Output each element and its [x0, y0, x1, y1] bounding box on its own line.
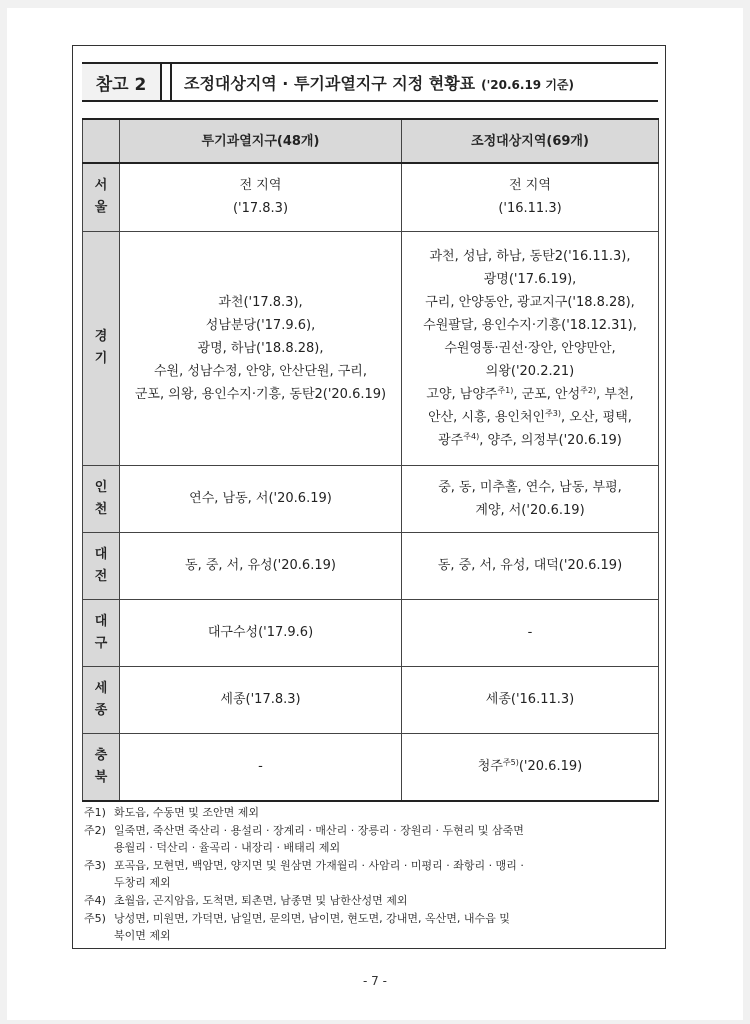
table-row: [83, 666, 659, 733]
title-text: 조정대상지역 · 투기과열지구 지정 현황표: [184, 73, 476, 93]
footnote-ref: 주5): [502, 758, 519, 768]
footnote-ref: 주2): [580, 385, 597, 395]
region-cell: 경 기: [83, 231, 120, 465]
speculation-cell: 동, 중, 서, 유성('20.6.19): [120, 532, 402, 599]
header-blank: [83, 119, 120, 163]
footnote-ref: 주1): [497, 385, 514, 395]
region-cell: 충 북: [83, 733, 120, 801]
table-row: [83, 231, 659, 465]
header-speculation: 투기과열지구(48개): [120, 119, 402, 163]
footnote: 주3) 포곡읍, 모현면, 백암면, 양지면 및 원삼면 가재월리 · 사암리 · 미평리 · 좌항리 · 맹리 · 두창리 제외: [84, 858, 524, 890]
table-row: [83, 163, 659, 231]
region-cell: 대 전: [83, 532, 120, 599]
region-cell: 서 울: [83, 163, 120, 231]
table-row: [83, 532, 659, 599]
speculation-cell: 대구수성('17.9.6): [120, 599, 402, 666]
footnote: 주1) 화도읍, 수동면 및 조안면 제외: [84, 806, 259, 819]
footnote-ref: 주4): [463, 431, 480, 441]
adjustment-cell: 세종('16.11.3): [402, 666, 659, 733]
page-title: [172, 71, 658, 94]
title-divider: [162, 64, 172, 100]
title-basis-date: ('20.6.19 기준): [481, 77, 574, 92]
adjustment-cell: 과천, 성남, 하남, 동탄2('16.11.3), 광명('17.6.19), 구리, 안양동안, 광교지구('18.8.28), 수원팔달, 용인수지·기흥('18.12.31), 수원영통·권선·장안, 안양만안, 의왕('20.2.21) 고양, 남양주$^{주1)}$, 군포, 안성$^{주2)}$, 부천, 안산, 시흥, 용인처인$^{주3)}$, 오산, 평택, 광주$^{주4)}$, 양주, 의정부('20.6.19): [402, 231, 659, 465]
region-cell: 세 종: [83, 666, 120, 733]
speculation-cell: 전 지역 ('17.8.3): [120, 163, 402, 231]
adjustment-cell: 동, 중, 서, 유성, 대덕('20.6.19): [402, 532, 659, 599]
speculation-cell: 세종('17.8.3): [120, 666, 402, 733]
footnote: 주5) 낭성면, 미원면, 가덕면, 남일면, 문의면, 남이면, 현도면, 강내면, 옥산면, 내수읍 및 북이면 제외: [84, 911, 510, 943]
region-cell: 대 구: [83, 599, 120, 666]
adjustment-cell: 중, 동, 미추홀, 연수, 남동, 부평, 계양, 서('20.6.19): [402, 465, 659, 532]
table-row: [83, 599, 659, 666]
designation-table: [82, 118, 659, 802]
table-row: [83, 733, 659, 801]
table-header-row: [83, 119, 659, 163]
adjustment-cell: 청주$^{주5)}$('20.6.19): [402, 733, 659, 801]
reference-tag: 참고 2: [82, 64, 162, 100]
footnotes: [84, 804, 654, 945]
footnote-ref: 주3): [545, 408, 562, 418]
page-number: - 7 -: [363, 974, 387, 988]
speculation-cell: -: [120, 733, 402, 801]
speculation-cell: 과천('17.8.3), 성남분당('17.9.6), 광명, 하남('18.8.28), 수원, 성남수정, 안양, 안산단원, 구리, 군포, 의왕, 용인수지·기흥, 동탄2('20.6.19): [120, 231, 402, 465]
table-row: [83, 465, 659, 532]
header-adjustment: 조정대상지역(69개): [402, 119, 659, 163]
footnote: 주2) 일죽면, 죽산면 죽산리 · 용설리 · 장계리 · 매산리 · 장릉리 · 장원리 · 두현리 및 삼죽면 용월리 · 덕산리 · 율곡리 · 내장리 · 배태리 제외: [84, 823, 524, 855]
region-cell: 인 천: [83, 465, 120, 532]
title-bar: [82, 62, 658, 102]
speculation-cell: 연수, 남동, 서('20.6.19): [120, 465, 402, 532]
footnote: 주4) 초월읍, 곤지암읍, 도척면, 퇴촌면, 남종면 및 남한산성면 제외: [84, 893, 408, 907]
adjustment-cell: 전 지역 ('16.11.3): [402, 163, 659, 231]
adjustment-cell: -: [402, 599, 659, 666]
